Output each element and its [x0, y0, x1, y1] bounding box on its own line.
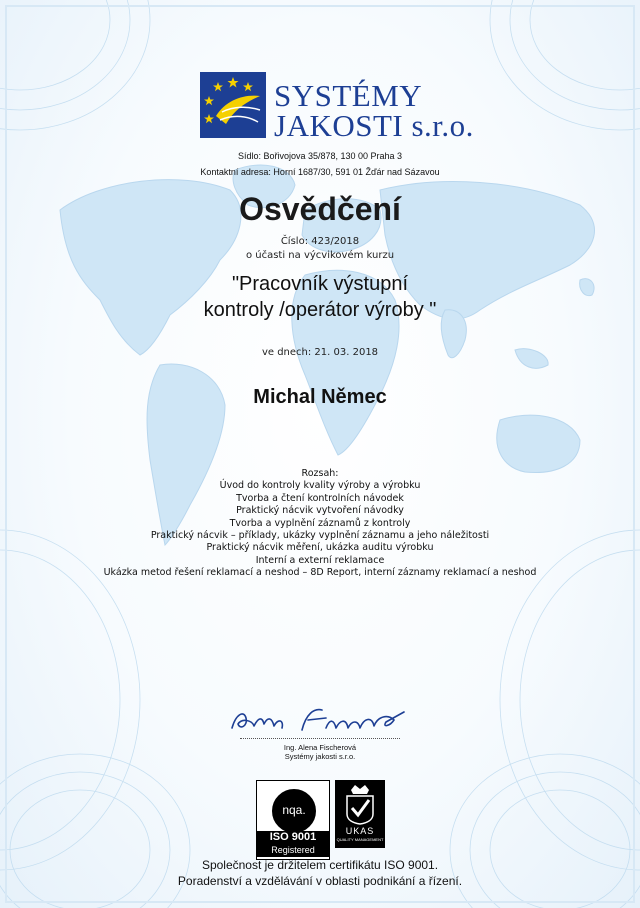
ukas-label: UKAS [345, 826, 375, 836]
scope-item: Ukázka metod řešení reklamací a neshod – 8D Report, interní záznamy reklamací a neshod [103, 567, 537, 579]
signer-name: Ing. Alena Fischerová [283, 743, 357, 752]
certificate-number: Číslo: 423/2018 [280, 236, 360, 247]
scope-item: Úvod do kontroly kvality výroby a výrobku [219, 480, 421, 492]
signer-company: Systémy jakosti s.r.o. [284, 752, 356, 761]
course-date: ve dnech: 21. 03. 2018 [261, 347, 379, 358]
nqa-logo [272, 789, 316, 833]
registered-mark: ® [260, 76, 267, 84]
course-title-line1: "Pracovník výstupní [231, 273, 409, 295]
footer-line2: Poradenství a vzdělávání v oblasti podnikání a řízení. [177, 874, 463, 888]
scope-item: Praktický nácvik měření, ukázka auditu výrobku [206, 542, 434, 554]
ukas-sub: QUALITY MANAGEMENT [336, 837, 384, 842]
handwritten-signature [222, 700, 412, 736]
scope-heading: Rozsah: [301, 468, 339, 479]
scope-item: Interní a externí reklamace [255, 554, 385, 566]
certificate-title: Osvědčení [239, 191, 401, 227]
course-title-line2: kontroly /operátor výroby " [203, 299, 437, 321]
iso-label: ISO 9001 [257, 831, 329, 844]
scope-item: Praktický nácvik vytvoření návodky [236, 505, 404, 517]
scope-item: Praktický nácvik – příklady, ukázky vyplnění záznamu a jeho náležitosti [150, 530, 490, 542]
iso-9001-badge [256, 780, 330, 860]
contact-address: Kontaktní adresa: Horní 1687/30, 591 01 Žďár nad Sázavou [200, 167, 440, 177]
recipient-name: Michal Němec [253, 386, 387, 408]
nqa-label: nqa. [282, 803, 306, 817]
crown-check-icon [335, 782, 385, 826]
iso-sub: Registered [257, 844, 329, 857]
company-name-line1: SYSTÉMY [274, 78, 423, 113]
footer-line1: Společnost je držitelem certifikátu ISO 9001. [201, 858, 439, 872]
seat-address: Sídlo: Bořivojova 35/878, 130 00 Praha 3 [237, 151, 403, 161]
participation-text: o účasti na výcvikovém kurzu [245, 250, 395, 261]
scope-section [0, 468, 640, 580]
company-name-line2: JAKOSTI s.r.o. [274, 108, 474, 143]
logo-emblem [200, 72, 266, 138]
scope-item: Tvorba a vyplnění záznamů z kontroly [229, 517, 411, 529]
ukas-badge [335, 780, 385, 848]
company-logo [200, 72, 474, 143]
scope-item: Tvorba a čtení kontrolních návodek [236, 492, 404, 504]
signature-line [240, 738, 400, 739]
